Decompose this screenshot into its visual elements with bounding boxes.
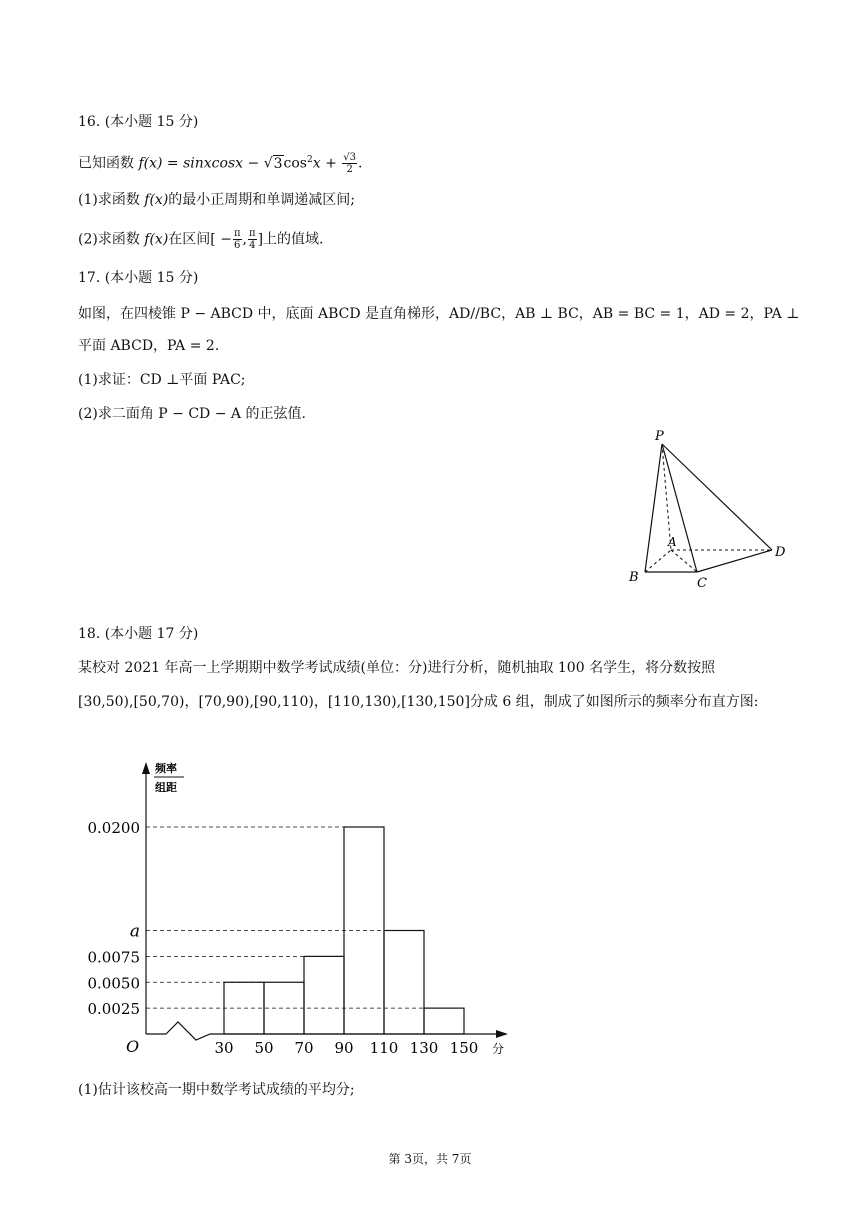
q17-line1: 如图，在四棱锥 P − ABCD 中，底面 ABCD 是直角梯形，AD//BC，AB ⊥ BC，AB = BC = 1，AD = 2，PA ⊥ <box>78 306 800 322</box>
x-tick-label: 30 <box>214 1039 234 1057</box>
x-tick-label: 50 <box>254 1039 274 1057</box>
histogram-bar <box>304 956 344 1034</box>
label-C: C <box>697 576 707 591</box>
q16-header: 16. (本小题 15 分) <box>78 114 199 130</box>
x-tick-label: 70 <box>294 1039 314 1057</box>
x-axis-arrow <box>496 1030 508 1038</box>
histogram-bar <box>384 931 424 1035</box>
q16-stem: 已知函数 f(x) = sinxcosx − $√3\cos^2x$ + $\frac{√3}{2}$ . <box>78 152 363 176</box>
q16-part2: (2)求函数 f(x)在区间[ − $\frac{\pi}{6}$ , $\frac{\pi}{4}$ ]上的值域. <box>78 228 324 251</box>
q18-line1: 某校对 2021 年高一上学期期中数学考试成绩(单位：分)进行分析，随机抽取 100 名学生，将分数按照 <box>78 660 716 676</box>
q17-part1: (1)求证：CD ⊥平面 PAC; <box>78 372 246 388</box>
y-tick-label: 0.0025 <box>87 1000 140 1019</box>
label-D: D <box>775 545 786 560</box>
q18-header: 18. (本小题 17 分) <box>78 626 199 642</box>
x-tick-label: 110 <box>369 1039 399 1057</box>
x-tick-label: 130 <box>409 1039 439 1057</box>
x-axis-break <box>146 1022 498 1040</box>
y-label-top: 频率 <box>155 762 177 775</box>
q17-part2: (2)求二面角 P − CD − A 的正弦值. <box>78 406 306 422</box>
y-tick-label: 0.0075 <box>87 948 140 967</box>
histogram-bar <box>264 982 304 1034</box>
label-B: B <box>629 570 639 585</box>
q16-part1: (1)求函数 f(x)的最小正周期和单调递减区间; <box>78 192 356 208</box>
q17-line2: 平面 ABCD，PA = 2. <box>78 338 220 354</box>
q18-part1: (1)估计该校高一期中数学考试成绩的平均分; <box>78 1082 355 1098</box>
q18-line2: [30,50),[50,70)，[70,90),[90,110)，[110,130),[130,150]分成 6 组，制成了如图所示的频率分布直方图: <box>78 694 759 710</box>
y-axis-arrow <box>142 762 150 774</box>
x-tick-label: 150 <box>449 1039 479 1057</box>
page-footer: 第 3页，共 7页 <box>388 1152 472 1166</box>
q17-header: 17. (本小题 15 分) <box>78 270 199 286</box>
y-tick-label: a <box>129 921 140 942</box>
label-A: A <box>668 535 677 549</box>
y-tick-label: 0.0050 <box>87 974 140 993</box>
origin-label: O <box>126 1037 140 1056</box>
y-label-bottom: 组距 <box>155 781 177 794</box>
y-tick-label: 0.0200 <box>87 819 140 837</box>
x-axis-label: 分 <box>492 1042 505 1056</box>
label-P: P <box>655 429 664 444</box>
histogram-bar <box>424 1008 464 1034</box>
x-tick-label: 90 <box>334 1039 354 1057</box>
